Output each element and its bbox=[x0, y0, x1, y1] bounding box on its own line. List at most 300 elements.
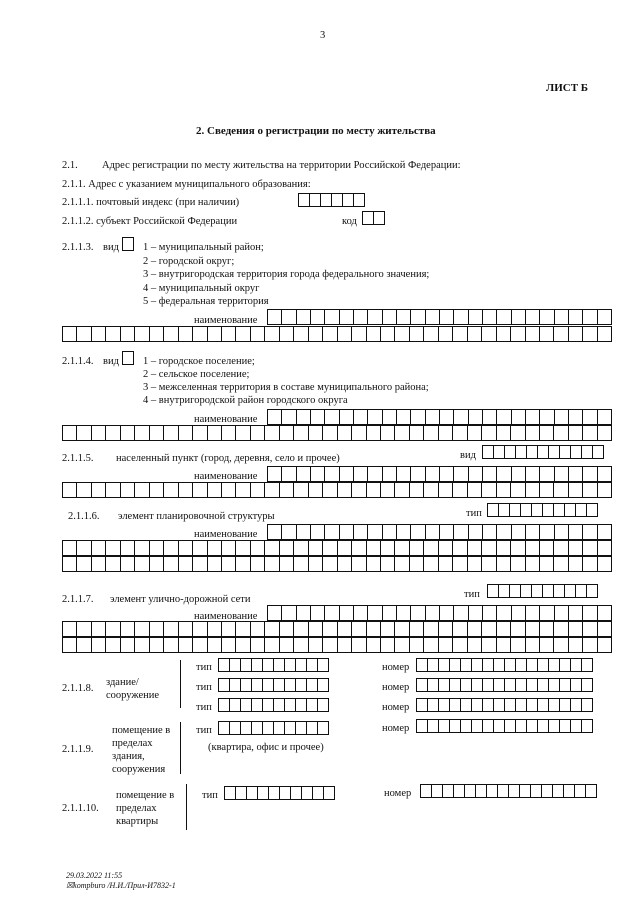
input-cell[interactable] bbox=[353, 466, 368, 482]
input-cell[interactable] bbox=[380, 326, 395, 342]
input-cell[interactable] bbox=[482, 524, 497, 540]
input-cell[interactable] bbox=[496, 482, 511, 498]
input-cell[interactable] bbox=[163, 637, 178, 653]
s2119-nomer-boxes[interactable] bbox=[416, 719, 593, 733]
s2115-vid-boxes[interactable] bbox=[482, 445, 604, 459]
input-cell[interactable] bbox=[76, 621, 91, 637]
input-cell[interactable] bbox=[396, 409, 411, 425]
input-cell[interactable] bbox=[467, 540, 482, 556]
input-cell[interactable] bbox=[467, 556, 482, 572]
input-cell[interactable] bbox=[322, 540, 337, 556]
input-cell[interactable] bbox=[105, 621, 120, 637]
input-cell[interactable] bbox=[134, 540, 149, 556]
input-cell[interactable] bbox=[337, 621, 352, 637]
input-cell[interactable] bbox=[235, 621, 250, 637]
input-cell[interactable] bbox=[568, 425, 583, 441]
input-cell[interactable] bbox=[597, 309, 612, 325]
input-cell[interactable] bbox=[510, 540, 525, 556]
input-cell[interactable] bbox=[264, 556, 279, 572]
input-cell[interactable] bbox=[279, 326, 294, 342]
input-cell[interactable] bbox=[351, 637, 366, 653]
input-cell[interactable] bbox=[568, 540, 583, 556]
input-cell[interactable] bbox=[423, 482, 438, 498]
input-cell[interactable] bbox=[62, 425, 77, 441]
input-cell[interactable] bbox=[353, 524, 368, 540]
input-cell[interactable] bbox=[467, 326, 482, 342]
input-cell[interactable] bbox=[134, 326, 149, 342]
input-cell[interactable] bbox=[322, 425, 337, 441]
input-cell[interactable] bbox=[178, 326, 193, 342]
input-cell[interactable] bbox=[597, 326, 612, 342]
input-cell[interactable] bbox=[293, 637, 308, 653]
input-cell[interactable] bbox=[496, 605, 511, 621]
input-cell[interactable] bbox=[382, 524, 397, 540]
input-cell[interactable] bbox=[322, 637, 337, 653]
input-cell[interactable] bbox=[351, 556, 366, 572]
input-cell[interactable] bbox=[221, 425, 236, 441]
input-cell[interactable] bbox=[510, 482, 525, 498]
input-cell[interactable] bbox=[425, 409, 440, 425]
input-cell[interactable] bbox=[380, 425, 395, 441]
s2118-tip-boxes-2[interactable] bbox=[218, 678, 329, 692]
input-cell[interactable] bbox=[439, 309, 454, 325]
input-cell[interactable] bbox=[423, 637, 438, 653]
input-cell[interactable] bbox=[439, 524, 454, 540]
s2118-nomer-boxes-3[interactable] bbox=[416, 698, 593, 712]
input-cell[interactable] bbox=[582, 605, 597, 621]
input-cell[interactable] bbox=[337, 637, 352, 653]
input-cell[interactable] bbox=[582, 409, 597, 425]
input-cell[interactable] bbox=[539, 524, 554, 540]
input-cell[interactable] bbox=[553, 621, 568, 637]
input-cell[interactable] bbox=[481, 326, 496, 342]
input-cell[interactable] bbox=[481, 482, 496, 498]
input-cell[interactable] bbox=[281, 309, 296, 325]
input-cell[interactable] bbox=[279, 556, 294, 572]
input-cell[interactable] bbox=[192, 637, 207, 653]
input-cell[interactable] bbox=[267, 309, 282, 325]
input-cell[interactable] bbox=[317, 698, 329, 712]
input-cell[interactable] bbox=[496, 621, 511, 637]
input-cell[interactable] bbox=[351, 326, 366, 342]
input-cell[interactable] bbox=[452, 425, 467, 441]
input-cell[interactable] bbox=[163, 556, 178, 572]
input-cell[interactable] bbox=[207, 540, 222, 556]
input-cell[interactable] bbox=[178, 482, 193, 498]
input-cell[interactable] bbox=[539, 637, 554, 653]
input-cell[interactable] bbox=[481, 540, 496, 556]
input-cell[interactable] bbox=[438, 556, 453, 572]
input-cell[interactable] bbox=[120, 425, 135, 441]
input-cell[interactable] bbox=[554, 524, 569, 540]
input-cell[interactable] bbox=[366, 425, 381, 441]
input-cell[interactable] bbox=[539, 621, 554, 637]
input-cell[interactable] bbox=[568, 326, 583, 342]
input-cell[interactable] bbox=[581, 678, 593, 692]
input-cell[interactable] bbox=[482, 466, 497, 482]
s2117-name-row3[interactable] bbox=[62, 637, 612, 653]
input-cell[interactable] bbox=[105, 540, 120, 556]
input-cell[interactable] bbox=[324, 466, 339, 482]
input-cell[interactable] bbox=[597, 621, 612, 637]
input-cell[interactable] bbox=[264, 482, 279, 498]
postcode-boxes[interactable] bbox=[298, 193, 365, 207]
input-cell[interactable] bbox=[468, 309, 483, 325]
input-cell[interactable] bbox=[353, 409, 368, 425]
input-cell[interactable] bbox=[468, 524, 483, 540]
input-cell[interactable] bbox=[264, 326, 279, 342]
input-cell[interactable] bbox=[382, 605, 397, 621]
input-cell[interactable] bbox=[310, 605, 325, 621]
input-cell[interactable] bbox=[423, 425, 438, 441]
input-cell[interactable] bbox=[382, 466, 397, 482]
input-cell[interactable] bbox=[293, 326, 308, 342]
input-cell[interactable] bbox=[438, 482, 453, 498]
input-cell[interactable] bbox=[568, 621, 583, 637]
input-cell[interactable] bbox=[481, 637, 496, 653]
input-cell[interactable] bbox=[581, 719, 593, 733]
input-cell[interactable] bbox=[568, 637, 583, 653]
input-cell[interactable] bbox=[207, 425, 222, 441]
input-cell[interactable] bbox=[178, 425, 193, 441]
input-cell[interactable] bbox=[250, 326, 265, 342]
input-cell[interactable] bbox=[120, 482, 135, 498]
input-cell[interactable] bbox=[192, 621, 207, 637]
input-cell[interactable] bbox=[323, 786, 335, 800]
input-cell[interactable] bbox=[178, 556, 193, 572]
s2117-name-row1[interactable] bbox=[267, 605, 612, 621]
input-cell[interactable] bbox=[438, 326, 453, 342]
input-cell[interactable] bbox=[511, 309, 526, 325]
input-cell[interactable] bbox=[438, 621, 453, 637]
input-cell[interactable] bbox=[62, 540, 77, 556]
input-cell[interactable] bbox=[149, 482, 164, 498]
input-cell[interactable] bbox=[568, 482, 583, 498]
input-cell[interactable] bbox=[120, 637, 135, 653]
input-cell[interactable] bbox=[149, 425, 164, 441]
input-cell[interactable] bbox=[134, 482, 149, 498]
input-cell[interactable] bbox=[149, 540, 164, 556]
input-cell[interactable] bbox=[337, 556, 352, 572]
input-cell[interactable] bbox=[207, 621, 222, 637]
input-cell[interactable] bbox=[317, 658, 329, 672]
input-cell[interactable] bbox=[525, 621, 540, 637]
input-cell[interactable] bbox=[351, 425, 366, 441]
input-cell[interactable] bbox=[264, 637, 279, 653]
input-cell[interactable] bbox=[482, 309, 497, 325]
input-cell[interactable] bbox=[496, 540, 511, 556]
input-cell[interactable] bbox=[308, 482, 323, 498]
input-cell[interactable] bbox=[149, 637, 164, 653]
input-cell[interactable] bbox=[337, 326, 352, 342]
s2113-name-row2[interactable] bbox=[62, 326, 612, 342]
input-cell[interactable] bbox=[453, 309, 468, 325]
input-cell[interactable] bbox=[468, 605, 483, 621]
input-cell[interactable] bbox=[453, 466, 468, 482]
input-cell[interactable] bbox=[221, 621, 236, 637]
input-cell[interactable] bbox=[453, 409, 468, 425]
input-cell[interactable] bbox=[510, 621, 525, 637]
input-cell[interactable] bbox=[339, 605, 354, 621]
input-cell[interactable] bbox=[568, 466, 583, 482]
input-cell[interactable] bbox=[409, 621, 424, 637]
input-cell[interactable] bbox=[396, 466, 411, 482]
input-cell[interactable] bbox=[366, 621, 381, 637]
input-cell[interactable] bbox=[366, 540, 381, 556]
input-cell[interactable] bbox=[496, 556, 511, 572]
s2117-name-row2[interactable] bbox=[62, 621, 612, 637]
input-cell[interactable] bbox=[296, 466, 311, 482]
input-cell[interactable] bbox=[452, 637, 467, 653]
input-cell[interactable] bbox=[553, 540, 568, 556]
s2114-vid-box[interactable] bbox=[122, 351, 134, 365]
input-cell[interactable] bbox=[76, 326, 91, 342]
input-cell[interactable] bbox=[510, 556, 525, 572]
input-cell[interactable] bbox=[439, 466, 454, 482]
s2116-name-row1[interactable] bbox=[267, 524, 612, 540]
input-cell[interactable] bbox=[293, 621, 308, 637]
input-cell[interactable] bbox=[511, 524, 526, 540]
input-cell[interactable] bbox=[207, 556, 222, 572]
input-cell[interactable] bbox=[76, 556, 91, 572]
input-cell[interactable] bbox=[207, 637, 222, 653]
input-cell[interactable] bbox=[105, 326, 120, 342]
s2113-name-row1[interactable] bbox=[267, 309, 612, 325]
input-cell[interactable] bbox=[149, 621, 164, 637]
input-cell[interactable] bbox=[366, 637, 381, 653]
input-cell[interactable] bbox=[293, 425, 308, 441]
input-cell[interactable] bbox=[539, 466, 554, 482]
input-cell[interactable] bbox=[366, 556, 381, 572]
input-cell[interactable] bbox=[394, 621, 409, 637]
input-cell[interactable] bbox=[539, 556, 554, 572]
input-cell[interactable] bbox=[296, 524, 311, 540]
input-cell[interactable] bbox=[351, 482, 366, 498]
input-cell[interactable] bbox=[235, 482, 250, 498]
input-cell[interactable] bbox=[367, 309, 382, 325]
input-cell[interactable] bbox=[308, 556, 323, 572]
input-cell[interactable] bbox=[250, 621, 265, 637]
input-cell[interactable] bbox=[267, 524, 282, 540]
input-cell[interactable] bbox=[367, 605, 382, 621]
input-cell[interactable] bbox=[568, 309, 583, 325]
input-cell[interactable] bbox=[134, 621, 149, 637]
input-cell[interactable] bbox=[409, 482, 424, 498]
input-cell[interactable] bbox=[296, 309, 311, 325]
input-cell[interactable] bbox=[525, 466, 540, 482]
input-cell[interactable] bbox=[394, 482, 409, 498]
input-cell[interactable] bbox=[353, 309, 368, 325]
input-cell[interactable] bbox=[452, 621, 467, 637]
input-cell[interactable] bbox=[91, 556, 106, 572]
input-cell[interactable] bbox=[453, 524, 468, 540]
input-cell[interactable] bbox=[597, 540, 612, 556]
input-cell[interactable] bbox=[467, 621, 482, 637]
input-cell[interactable] bbox=[554, 605, 569, 621]
input-cell[interactable] bbox=[366, 482, 381, 498]
s21110-nomer-boxes[interactable] bbox=[420, 784, 597, 798]
input-cell[interactable] bbox=[396, 309, 411, 325]
input-cell[interactable] bbox=[582, 621, 597, 637]
input-cell[interactable] bbox=[308, 425, 323, 441]
s2118-nomer-boxes-2[interactable] bbox=[416, 678, 593, 692]
input-cell[interactable] bbox=[337, 540, 352, 556]
input-cell[interactable] bbox=[525, 637, 540, 653]
input-cell[interactable] bbox=[382, 309, 397, 325]
input-cell[interactable] bbox=[178, 637, 193, 653]
input-cell[interactable] bbox=[597, 556, 612, 572]
input-cell[interactable] bbox=[394, 637, 409, 653]
input-cell[interactable] bbox=[250, 637, 265, 653]
input-cell[interactable] bbox=[250, 556, 265, 572]
input-cell[interactable] bbox=[221, 482, 236, 498]
input-cell[interactable] bbox=[317, 721, 329, 735]
input-cell[interactable] bbox=[149, 556, 164, 572]
input-cell[interactable] bbox=[452, 556, 467, 572]
input-cell[interactable] bbox=[264, 540, 279, 556]
input-cell[interactable] bbox=[438, 540, 453, 556]
input-cell[interactable] bbox=[525, 482, 540, 498]
s2119-tip-boxes[interactable] bbox=[218, 721, 329, 735]
input-cell[interactable] bbox=[581, 658, 593, 672]
input-cell[interactable] bbox=[553, 425, 568, 441]
input-cell[interactable] bbox=[324, 605, 339, 621]
input-cell[interactable] bbox=[337, 482, 352, 498]
input-cell[interactable] bbox=[453, 605, 468, 621]
input-cell[interactable] bbox=[367, 466, 382, 482]
input-cell[interactable] bbox=[496, 637, 511, 653]
input-cell[interactable] bbox=[409, 556, 424, 572]
subject-code-boxes[interactable] bbox=[362, 211, 385, 225]
input-cell[interactable] bbox=[339, 409, 354, 425]
input-cell[interactable] bbox=[582, 425, 597, 441]
input-cell[interactable] bbox=[396, 605, 411, 621]
input-cell[interactable] bbox=[134, 556, 149, 572]
input-cell[interactable] bbox=[339, 524, 354, 540]
s2115-name-row2[interactable] bbox=[62, 482, 612, 498]
input-cell[interactable] bbox=[481, 425, 496, 441]
input-cell[interactable] bbox=[585, 784, 597, 798]
input-cell[interactable] bbox=[250, 540, 265, 556]
input-cell[interactable] bbox=[396, 524, 411, 540]
input-cell[interactable] bbox=[293, 556, 308, 572]
input-cell[interactable] bbox=[91, 621, 106, 637]
input-cell[interactable] bbox=[192, 556, 207, 572]
input-cell[interactable] bbox=[76, 540, 91, 556]
input-cell[interactable] bbox=[467, 637, 482, 653]
input-cell[interactable] bbox=[582, 466, 597, 482]
input-cell[interactable] bbox=[496, 466, 511, 482]
input-cell[interactable] bbox=[380, 540, 395, 556]
input-cell[interactable] bbox=[597, 524, 612, 540]
input-cell[interactable] bbox=[178, 621, 193, 637]
input-cell[interactable] bbox=[62, 482, 77, 498]
input-cell[interactable] bbox=[582, 309, 597, 325]
input-cell[interactable] bbox=[281, 409, 296, 425]
input-cell[interactable] bbox=[322, 621, 337, 637]
input-cell[interactable] bbox=[525, 524, 540, 540]
input-cell[interactable] bbox=[481, 556, 496, 572]
input-cell[interactable] bbox=[438, 425, 453, 441]
input-cell[interactable] bbox=[467, 482, 482, 498]
input-cell[interactable] bbox=[221, 637, 236, 653]
input-cell[interactable] bbox=[62, 621, 77, 637]
input-cell[interactable] bbox=[511, 409, 526, 425]
input-cell[interactable] bbox=[279, 482, 294, 498]
input-cell[interactable] bbox=[539, 425, 554, 441]
input-cell[interactable] bbox=[267, 466, 282, 482]
s2117-tip-boxes[interactable] bbox=[487, 584, 598, 598]
input-cell[interactable] bbox=[380, 637, 395, 653]
input-cell[interactable] bbox=[353, 605, 368, 621]
input-cell[interactable] bbox=[279, 637, 294, 653]
input-cell[interactable] bbox=[264, 425, 279, 441]
input-cell[interactable] bbox=[308, 637, 323, 653]
s2118-tip-boxes-1[interactable] bbox=[218, 658, 329, 672]
input-cell[interactable] bbox=[322, 482, 337, 498]
input-cell[interactable] bbox=[308, 621, 323, 637]
input-cell[interactable] bbox=[597, 425, 612, 441]
input-cell[interactable] bbox=[423, 556, 438, 572]
input-cell[interactable] bbox=[76, 637, 91, 653]
input-cell[interactable] bbox=[452, 326, 467, 342]
s2116-tip-boxes[interactable] bbox=[487, 503, 598, 517]
input-cell[interactable] bbox=[339, 466, 354, 482]
input-cell[interactable] bbox=[163, 482, 178, 498]
input-cell[interactable] bbox=[192, 540, 207, 556]
input-cell[interactable] bbox=[382, 409, 397, 425]
input-cell[interactable] bbox=[293, 540, 308, 556]
input-cell[interactable] bbox=[62, 556, 77, 572]
input-cell[interactable] bbox=[539, 309, 554, 325]
input-cell[interactable] bbox=[120, 621, 135, 637]
input-cell[interactable] bbox=[62, 637, 77, 653]
input-cell[interactable] bbox=[308, 326, 323, 342]
input-cell[interactable] bbox=[525, 556, 540, 572]
input-cell[interactable] bbox=[221, 326, 236, 342]
input-cell[interactable] bbox=[510, 326, 525, 342]
input-cell[interactable] bbox=[207, 326, 222, 342]
input-cell[interactable] bbox=[122, 351, 134, 365]
input-cell[interactable] bbox=[568, 605, 583, 621]
input-cell[interactable] bbox=[192, 482, 207, 498]
input-cell[interactable] bbox=[178, 540, 193, 556]
input-cell[interactable] bbox=[62, 326, 77, 342]
input-cell[interactable] bbox=[279, 540, 294, 556]
s2116-name-row2[interactable] bbox=[62, 540, 612, 556]
input-cell[interactable] bbox=[438, 637, 453, 653]
input-cell[interactable] bbox=[221, 540, 236, 556]
input-cell[interactable] bbox=[105, 425, 120, 441]
input-cell[interactable] bbox=[525, 309, 540, 325]
input-cell[interactable] bbox=[192, 326, 207, 342]
input-cell[interactable] bbox=[76, 425, 91, 441]
input-cell[interactable] bbox=[586, 503, 598, 517]
input-cell[interactable] bbox=[582, 556, 597, 572]
input-cell[interactable] bbox=[511, 605, 526, 621]
input-cell[interactable] bbox=[351, 621, 366, 637]
input-cell[interactable] bbox=[279, 621, 294, 637]
input-cell[interactable] bbox=[250, 425, 265, 441]
input-cell[interactable] bbox=[105, 637, 120, 653]
input-cell[interactable] bbox=[353, 193, 365, 207]
input-cell[interactable] bbox=[235, 326, 250, 342]
input-cell[interactable] bbox=[597, 637, 612, 653]
input-cell[interactable] bbox=[597, 482, 612, 498]
input-cell[interactable] bbox=[310, 309, 325, 325]
input-cell[interactable] bbox=[91, 637, 106, 653]
input-cell[interactable] bbox=[496, 524, 511, 540]
